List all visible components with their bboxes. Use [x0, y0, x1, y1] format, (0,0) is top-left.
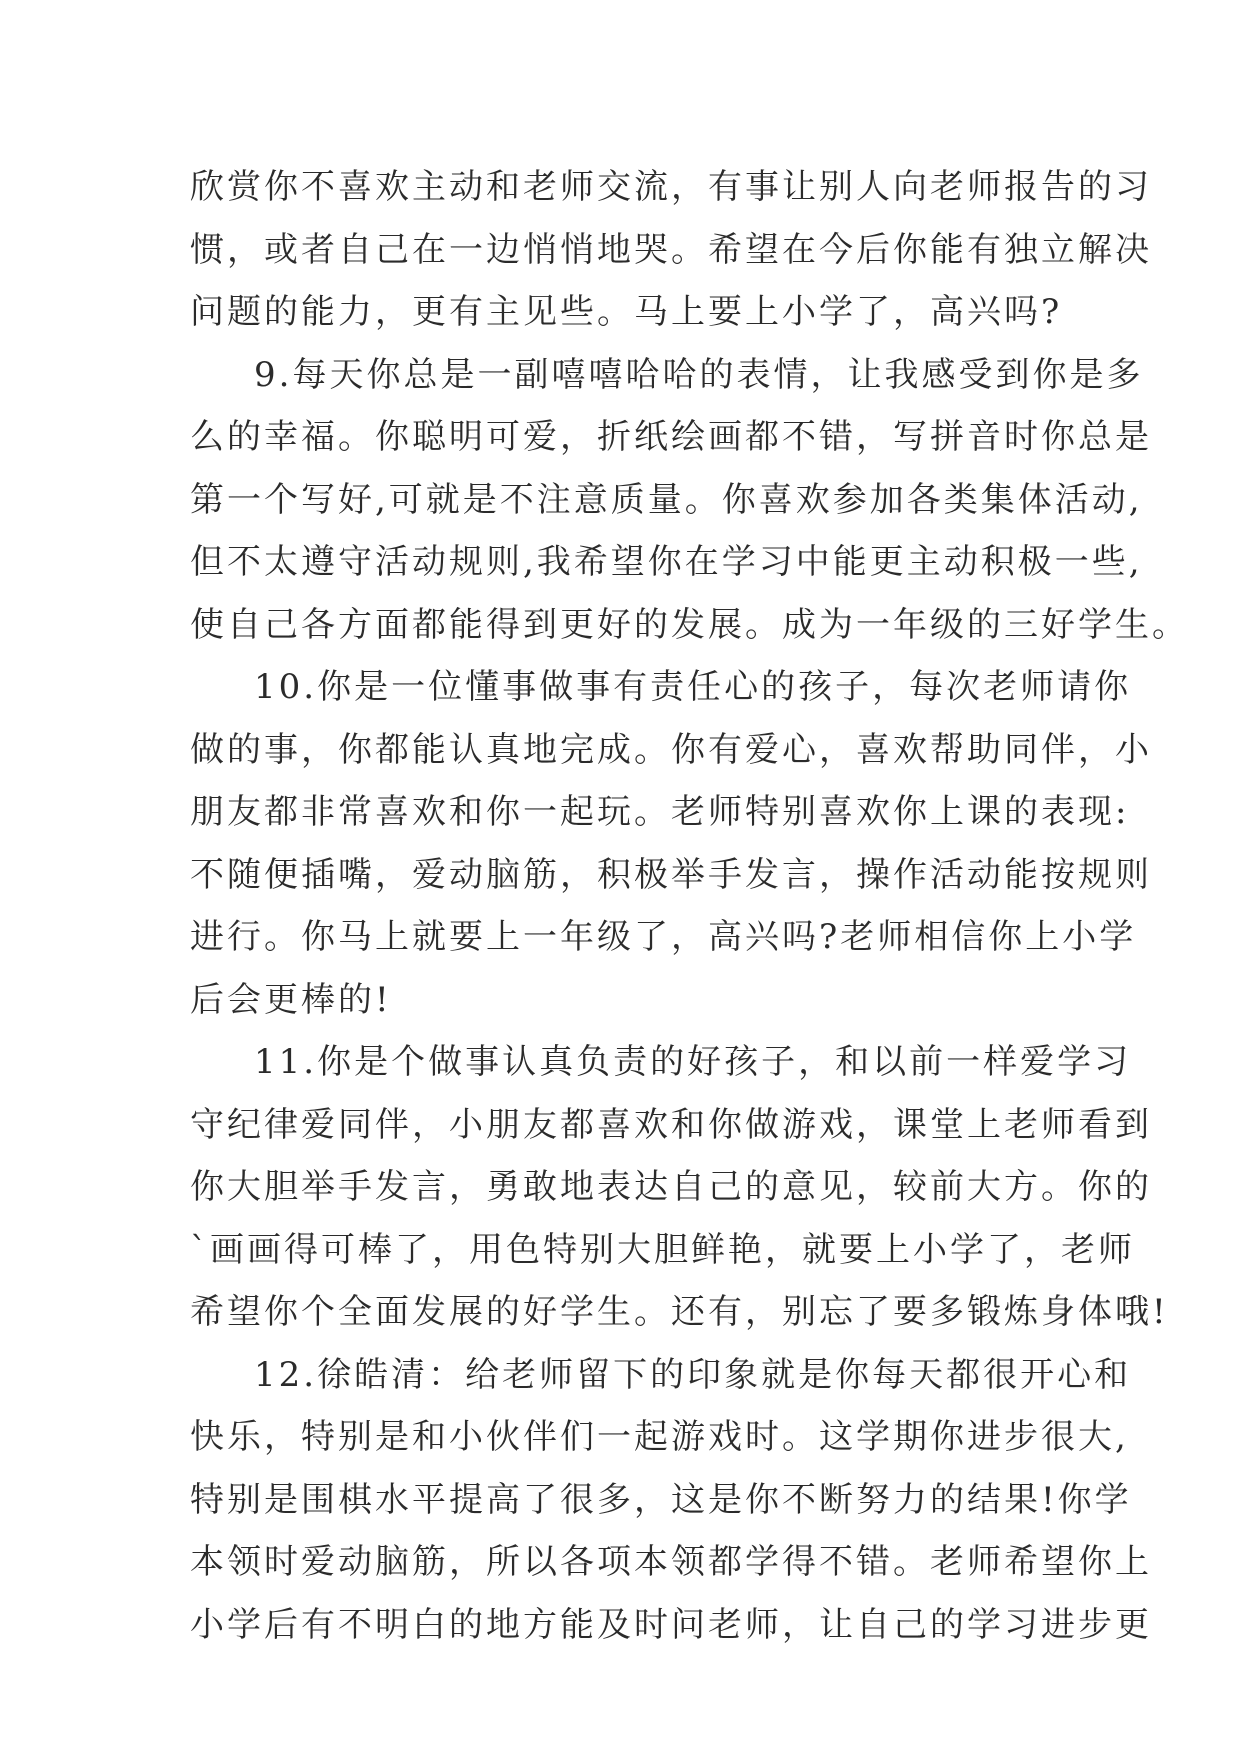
text-line: 小学后有不明白的地方能及时问老师，让自己的学习进步更 — [190, 1604, 1152, 1645]
document-body — [190, 156, 1189, 1656]
text-line: 快乐，特别是和小伙伴们一起游戏时。这学期你进步很大, — [190, 1417, 1129, 1457]
text-line: 朋友都非常喜欢和你一起玩。老师特别喜欢你上课的表现: — [190, 792, 1130, 832]
paragraph-11-start: 11.你是个做事认真负责的好孩子，和以前一样爱学习 — [254, 1042, 1132, 1082]
text-line: 你大胆举手发言，勇敢地表达自己的意见，较前大方。你的 — [190, 1167, 1152, 1207]
text-line: 后会更棒的! — [190, 979, 392, 1020]
paragraph-12-start: 12.徐皓清：给老师留下的印象就是你每天都很开心和 — [254, 1354, 1132, 1395]
text-line: 希望你个全面发展的好学生。还有，别忘了要多锻炼身体哦! — [190, 1292, 1169, 1332]
text-line: 使自己各方面都能得到更好的发展。成为一年级的三好学生。 — [190, 604, 1189, 645]
text-line: 第一个写好,可就是不注意质量。你喜欢参加各类集体活动, — [190, 479, 1143, 520]
text-line: 但不太遵守活动规则,我希望你在学习中能更主动积极一些, — [190, 542, 1143, 582]
text-line: 特别是围棋水平提高了很多，这是你不断努力的结果!你学 — [190, 1479, 1132, 1520]
text-line: `画画得可棒了，用色特别大胆鲜艳，就要上小学了，老师 — [190, 1229, 1135, 1270]
text-line: 么的幸福。你聪明可爱，折纸绘画都不错，写拼音时你总是 — [190, 417, 1152, 457]
text-line: 惯，或者自己在一边悄悄地哭。希望在今后你能有独立解决 — [190, 229, 1152, 270]
text-line: 守纪律爱同伴，小朋友都喜欢和你做游戏，课堂上老师看到 — [190, 1104, 1152, 1145]
paragraph-10-start: 10.你是一位懂事做事有责任心的孩子，每次老师请你 — [254, 667, 1132, 707]
paragraph-9-start: 9.每天你总是一副嘻嘻哈哈的表情，让我感受到你是多 — [254, 354, 1144, 395]
text-line: 不随便插嘴，爱动脑筋，积极举手发言，操作活动能按规则 — [190, 854, 1152, 895]
text-line: 做的事，你都能认真地完成。你有爱心，喜欢帮助同伴，小 — [190, 729, 1152, 770]
text-line: 问题的能力，更有主见些。马上要上小学了，高兴吗? — [190, 292, 1063, 332]
text-line: 进行。你马上就要上一年级了，高兴吗?老师相信你上小学 — [190, 917, 1137, 957]
text-line: 欣赏你不喜欢主动和老师交流，有事让别人向老师报告的习 — [190, 167, 1152, 207]
text-line: 本领时爱动脑筋，所以各项本领都学得不错。老师希望你上 — [190, 1542, 1152, 1582]
